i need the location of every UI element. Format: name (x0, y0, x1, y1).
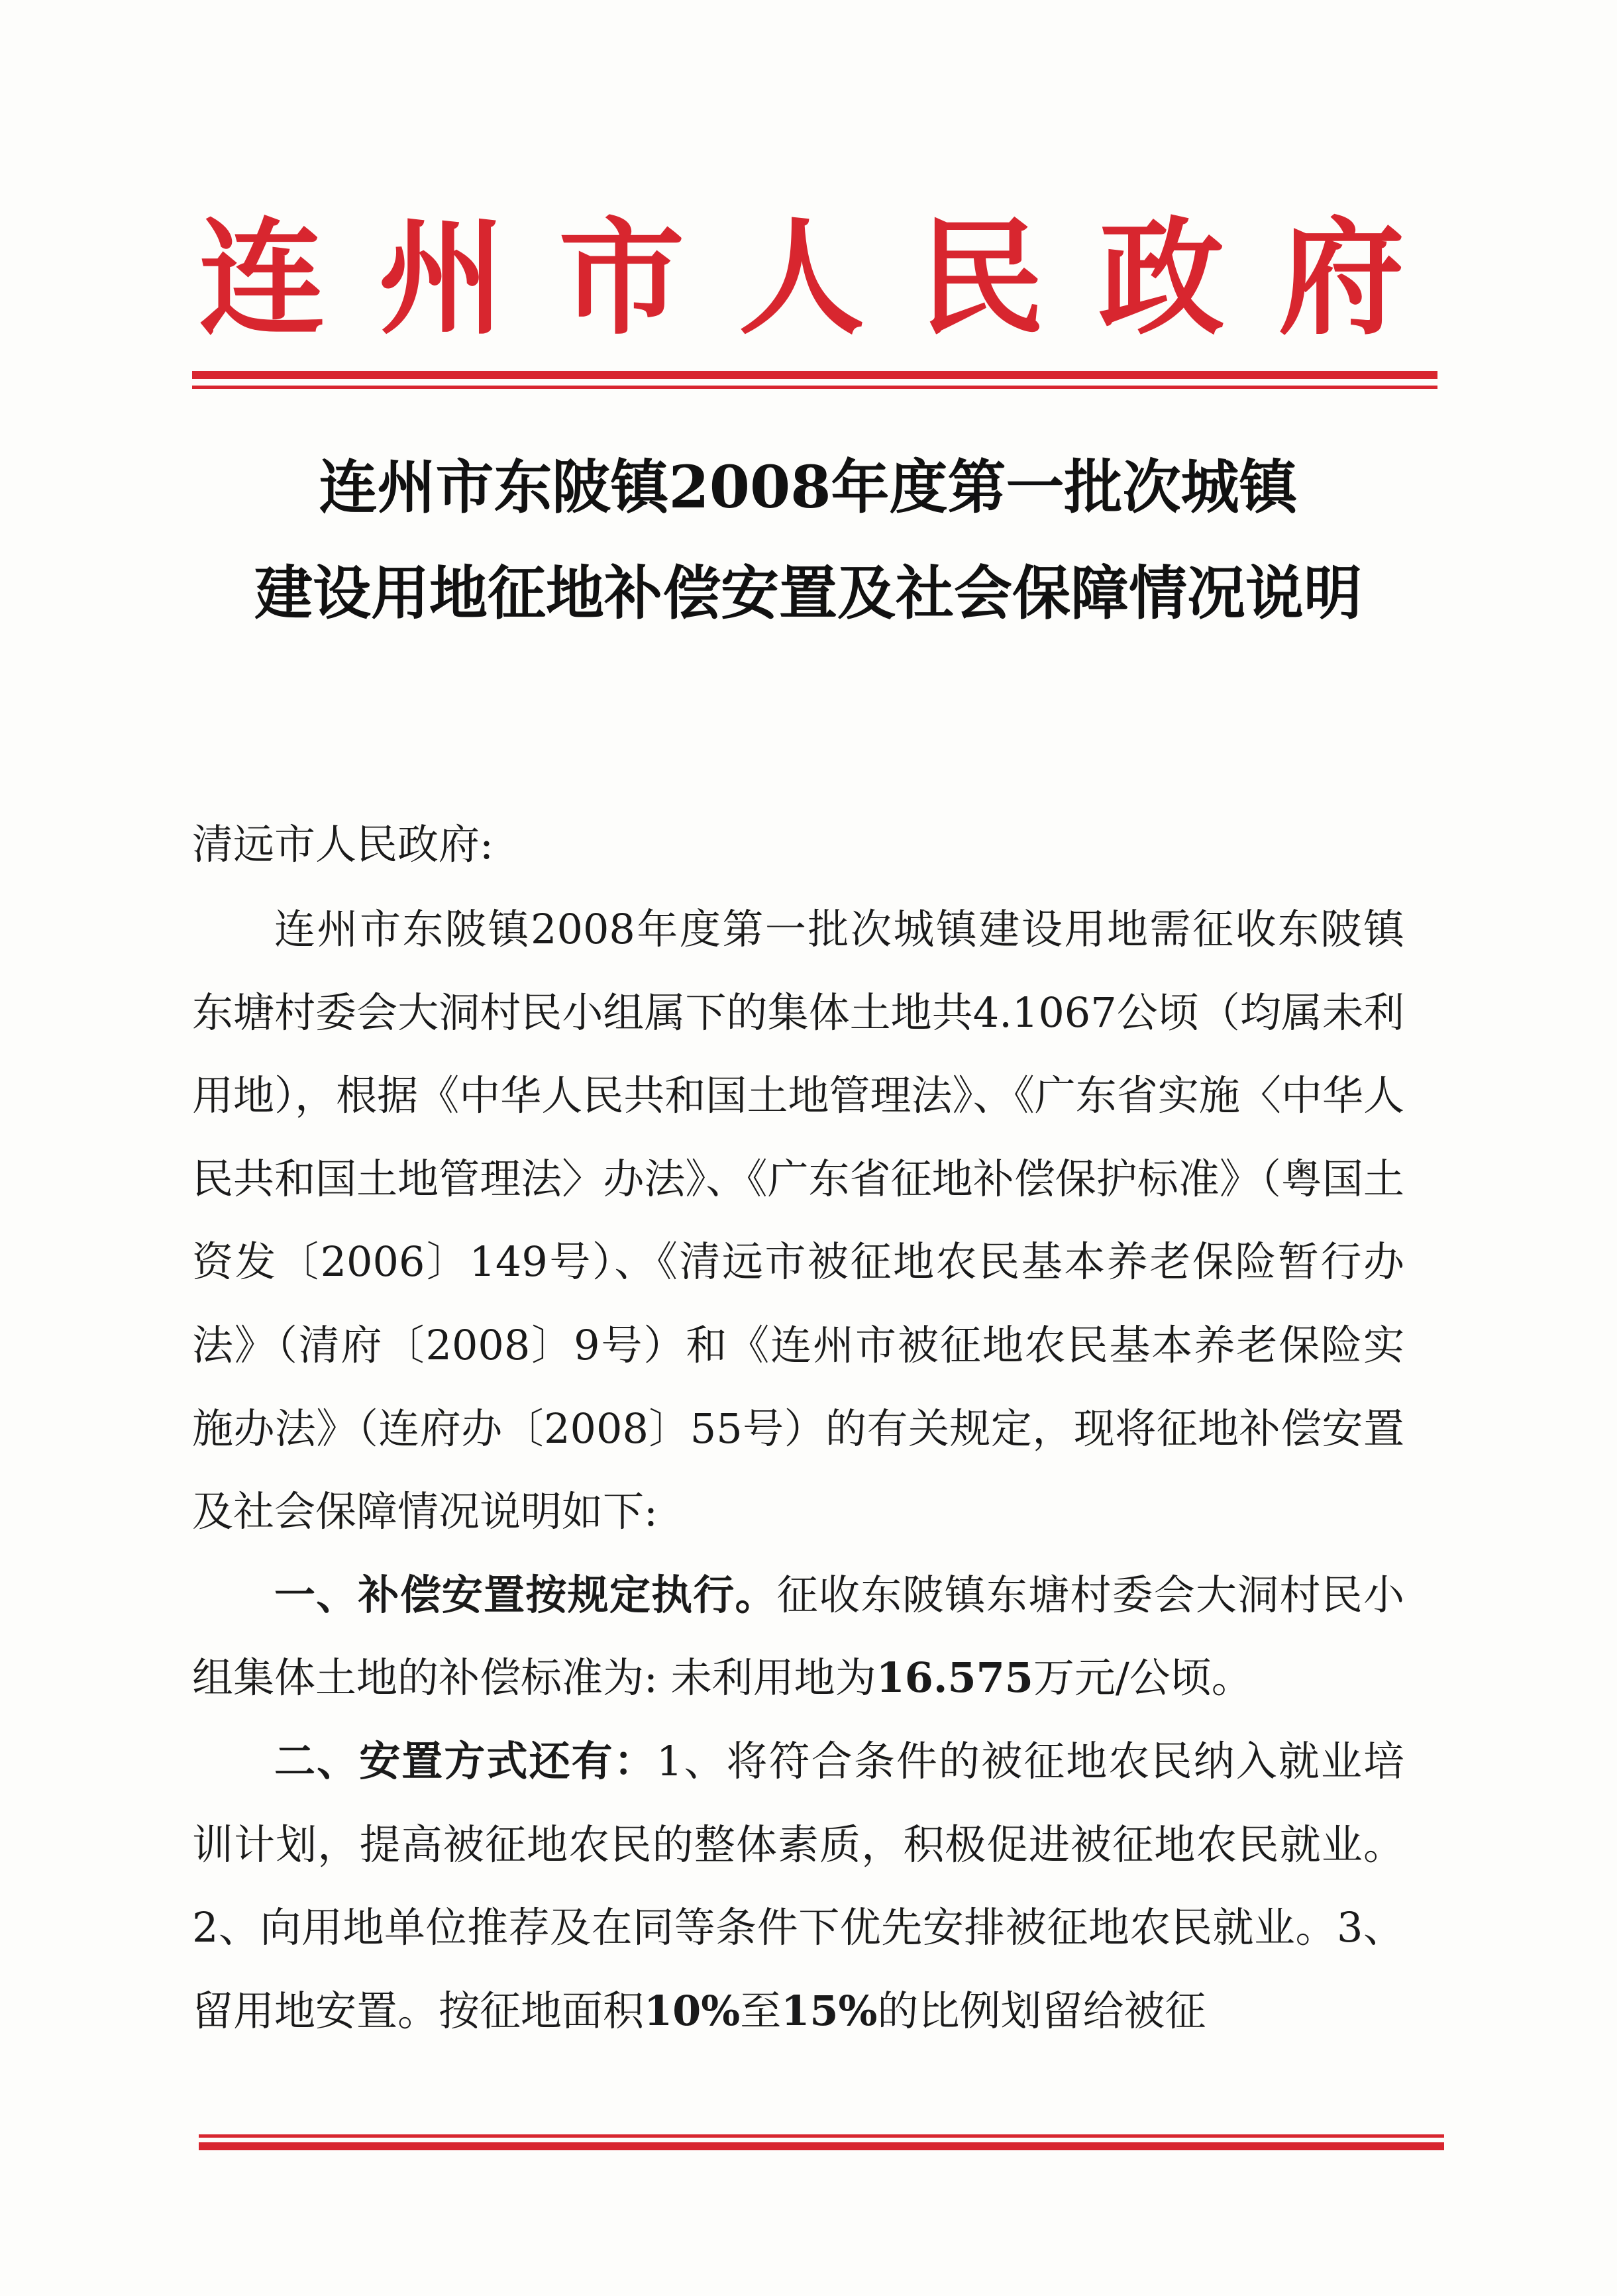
paragraph-compensation (192, 1553, 1404, 1720)
paragraph-compensation-heading: 一、补偿安置按规定执行。 (274, 1570, 777, 1619)
reserved-land-range-connector: 至 (740, 1986, 782, 2035)
document-title-line-2: 建设用地征地补偿安置及社会保障情况说明 (254, 558, 1362, 627)
masthead-red-rule-thick (192, 371, 1437, 379)
compensation-rate-unit: 万元/公顷。 (1033, 1653, 1253, 1702)
footer-red-rule-thick (199, 2142, 1444, 2150)
masthead-red-rule-thin (192, 386, 1437, 389)
document-title-line-1: 连州市东陂镇2008年度第一批次城镇 (319, 452, 1298, 521)
compensation-rate-value: 16.575 (876, 1653, 1033, 1702)
paragraph-resettlement (192, 1720, 1404, 2052)
paragraph-resettlement-tail: 的比例划留给被征 (877, 1986, 1206, 2035)
paragraph-compensation-text: 征收东陂镇东塘村委会大洞村民小组集体土地的补偿标准为: 未利用地为 (192, 1570, 1404, 1702)
paragraph-resettlement-heading: 二、安置方式还有： (274, 1736, 656, 1785)
document-body (192, 888, 1404, 2052)
addressee: 清远市人民政府: (192, 820, 494, 868)
reserved-land-max-percent: 15% (781, 1986, 878, 2035)
paragraph-resettlement-text: 1、将符合条件的被征地农民纳入就业培训计划，提高被征地农民的整体素质，积极促进被征地农民就业。2、向用地单位推荐及在同等条件下优先安排被征地农民就业。3、留用地安置。按征地面积 (192, 1736, 1404, 2035)
reserved-land-min-percent: 10% (644, 1986, 741, 2035)
paragraph-intro (192, 888, 1404, 1553)
footer-red-rule-thin (199, 2134, 1444, 2138)
issuer-masthead: 连州市人民政府 (199, 204, 1418, 352)
paragraph-intro-text: 连州市东陂镇2008年度第一批次城镇建设用地需征收东陂镇东塘村委会大洞村民小组属下的集体土地共4.1067公顷（均属未利用地），根据《中华人民共和国土地管理法》、《广东省实施〈中华人民共和国土地管理法〉办法》、《广东省征地补偿保护标准》（粤国土资发〔2006〕149号）、《清远市被征地农民基本养老保险暂行办法》（清府〔2008〕9号）和《连州市被征地农民基本养老保险实施办法》（连府办〔2008〕55号）的有关规定，现将征地补偿安置及社会保障情况说明如下: (192, 905, 1404, 1536)
